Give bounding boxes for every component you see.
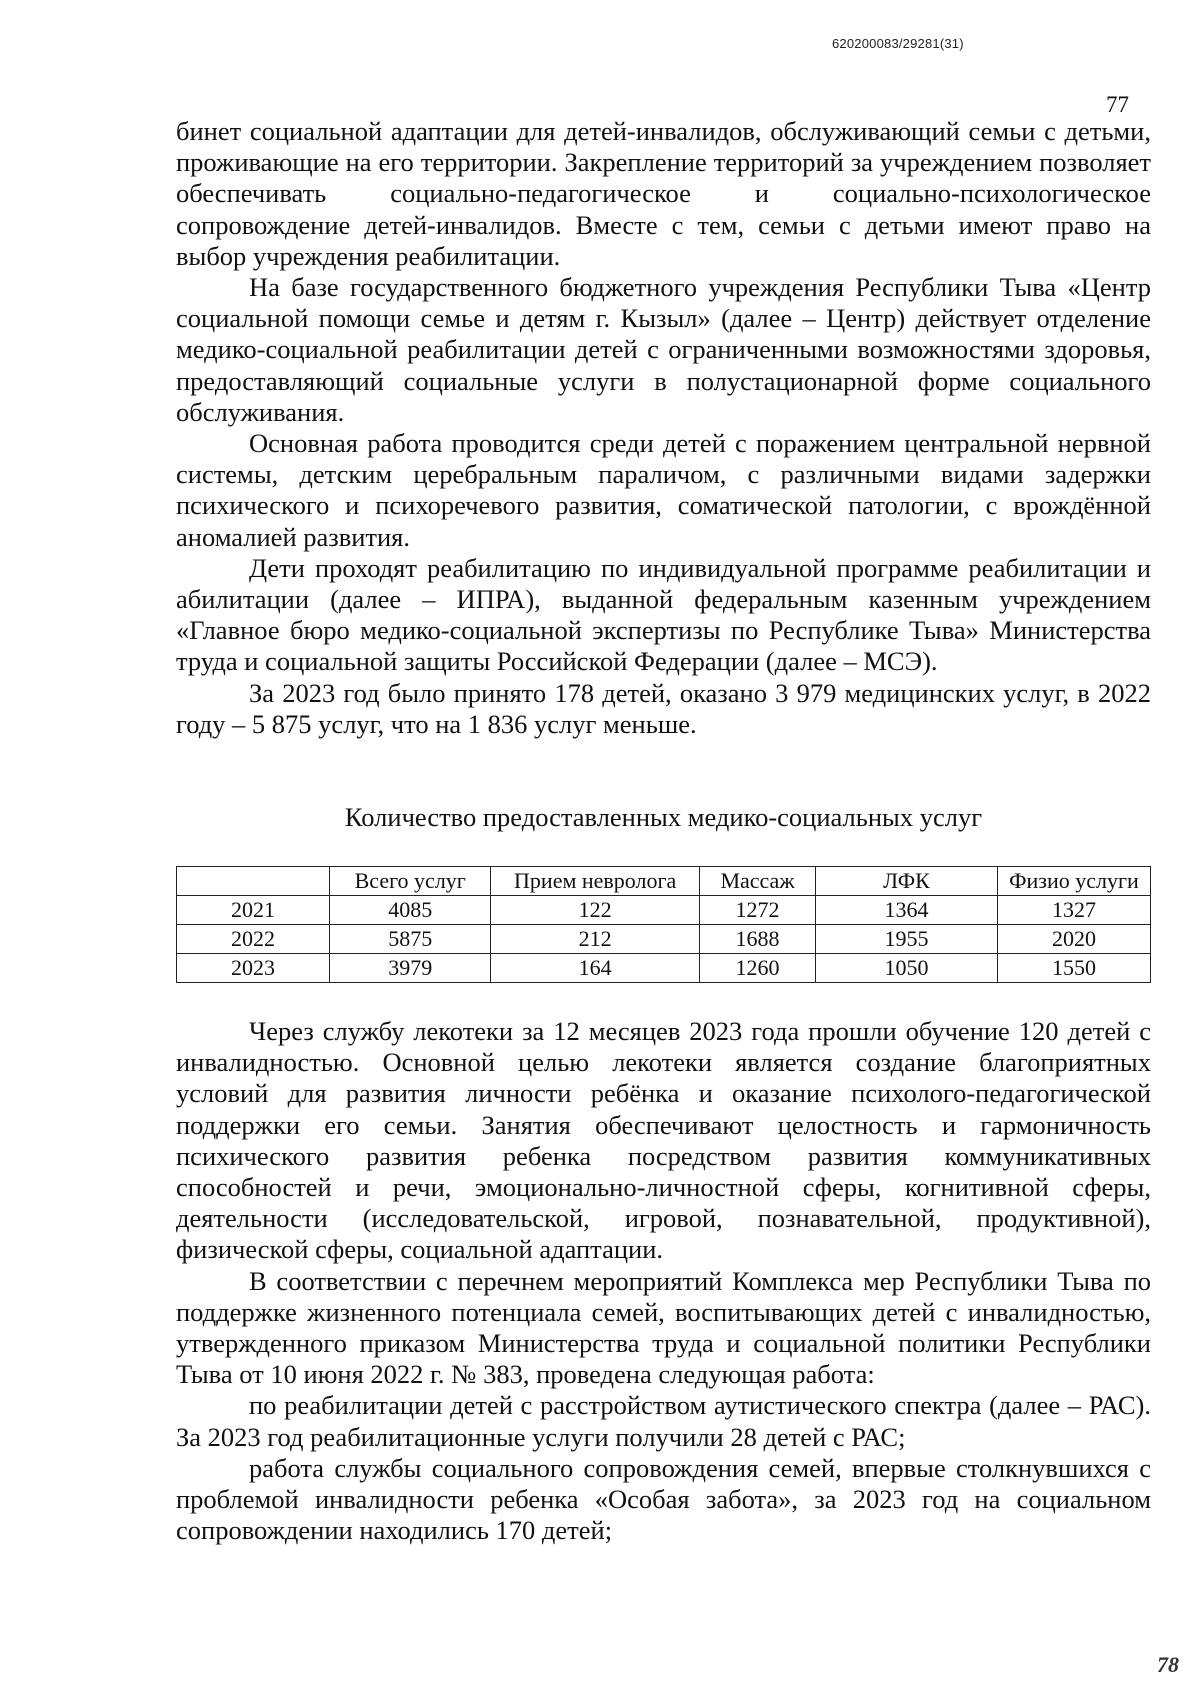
body-text-top xyxy=(176,116,1151,740)
table-header-row xyxy=(177,867,1151,896)
column-header: Физио услуги xyxy=(997,867,1150,896)
table-cell: 1260 xyxy=(699,954,815,983)
table-cell: 2023 xyxy=(177,954,330,983)
table-cell: 1550 xyxy=(997,954,1150,983)
table-cell: 164 xyxy=(491,954,700,983)
table-cell: 4085 xyxy=(330,896,491,925)
paragraph: На базе государственного бюджетного учреждения Республики Тыва «Центр социальной помощи семье и детям г. Кызыл» (далее – Центр) действует отделение медико-социальной реабилитации детей с ограниченными возможностями здоровья, предоставляющий социальные услуги в полустационарной форме социального обслуживания. xyxy=(176,272,1151,427)
table-cell: 1050 xyxy=(816,954,998,983)
page-number: 77 xyxy=(1106,92,1129,117)
table-cell: 1688 xyxy=(699,925,815,954)
table-cell: 5875 xyxy=(330,925,491,954)
column-header xyxy=(177,867,330,896)
table-row xyxy=(177,954,1151,983)
paragraph: Через службу лекотеки за 12 месяцев 2023 года прошли обучение 120 детей с инвалидностью. Основной целью лекотеки является создание благоприятных условий для развития личности ребёнка и оказание психолого-педагогической поддержки его семьи. Занятия обеспечивают целостность и гармоничность психического развития ребенка посредством развития коммуникативных способностей и речи, эмоционально-личностной сферы, когнитивной сферы, деятельности (исследовательской, игровой, познавательной, продуктивной), физической сферы, социальной адаптации. xyxy=(176,1016,1151,1265)
paragraph: работа службы социального сопровождения семей, впервые столкнувшихся с проблемой инвалидности ребенка «Особая забота», за 2023 год на социальном сопровождении находились 170 детей; xyxy=(176,1452,1151,1546)
table-cell: 2020 xyxy=(997,925,1150,954)
paragraph: по реабилитации детей с расстройством аутистического спектра (далее – РАС). За 2023 год реабилитационные услуги получили 28 детей с РАС; xyxy=(176,1390,1151,1452)
paragraph: Дети проходят реабилитацию по индивидуальной программе реабилитации и абилитации (далее – ИПРА), выданной федеральным казенным учреждением «Главное бюро медико-социальной экспертизы по Республике Тыва» Министерства труда и социальной защиты Российской Федерации (далее – МСЭ). xyxy=(176,552,1151,677)
table-row xyxy=(177,896,1151,925)
table-cell: 1364 xyxy=(816,896,998,925)
table-cell: 1327 xyxy=(997,896,1150,925)
table-caption: Количество предоставленных медико-социальных услуг xyxy=(344,802,983,832)
paragraph: За 2023 год было принято 178 детей, оказано 3 979 медицинских услуг, в 2022 году – 5 875 услуг, что на 1 836 услуг меньше. xyxy=(176,677,1151,739)
table-cell: 2022 xyxy=(177,925,330,954)
table-cell: 2021 xyxy=(177,896,330,925)
column-header: Всего услуг xyxy=(330,867,491,896)
column-header: Прием невролога xyxy=(491,867,700,896)
table-cell: 122 xyxy=(491,896,700,925)
paragraph: Основная работа проводится среди детей с поражением центральной нервной системы, детским церебральным параличом, с различными видами задержки психического и психоречевого развития, соматической патологии, с врождённой аномалией развития. xyxy=(176,428,1151,552)
handwritten-page-number: 78 xyxy=(1157,1652,1179,1677)
document-id: 620200083/29281(31) xyxy=(832,36,964,51)
table-row xyxy=(177,925,1151,954)
paragraph: В соответствии с перечнем мероприятий Комплекса мер Республики Тыва по поддержке жизненного потенциала семей, воспитывающих детей с инвалидностью, утвержденного приказом Министерства труда и социальной политики Республики Тыва от 10 июня 2022 г. № 383, проведена следующая работа: xyxy=(176,1265,1151,1390)
column-header: ЛФК xyxy=(816,867,998,896)
table-cell: 1955 xyxy=(816,925,998,954)
paragraph: бинет социальной адаптации для детей-инвалидов, обслуживающий семьи с детьми, проживающие на его территории. Закрепление территорий за учреждением позволяет обеспечивать социально-педагогическое и социально-психологическое сопровождение детей-инвалидов. Вместе с тем, семьи с детьми имеют право на выбор учреждения реабилитации. xyxy=(176,116,1151,271)
body-text-bottom xyxy=(176,1016,1151,1546)
table-cell: 3979 xyxy=(330,954,491,983)
table-cell: 1272 xyxy=(699,896,815,925)
column-header: Массаж xyxy=(699,867,815,896)
services-table xyxy=(176,866,1151,983)
table-cell: 212 xyxy=(491,925,700,954)
